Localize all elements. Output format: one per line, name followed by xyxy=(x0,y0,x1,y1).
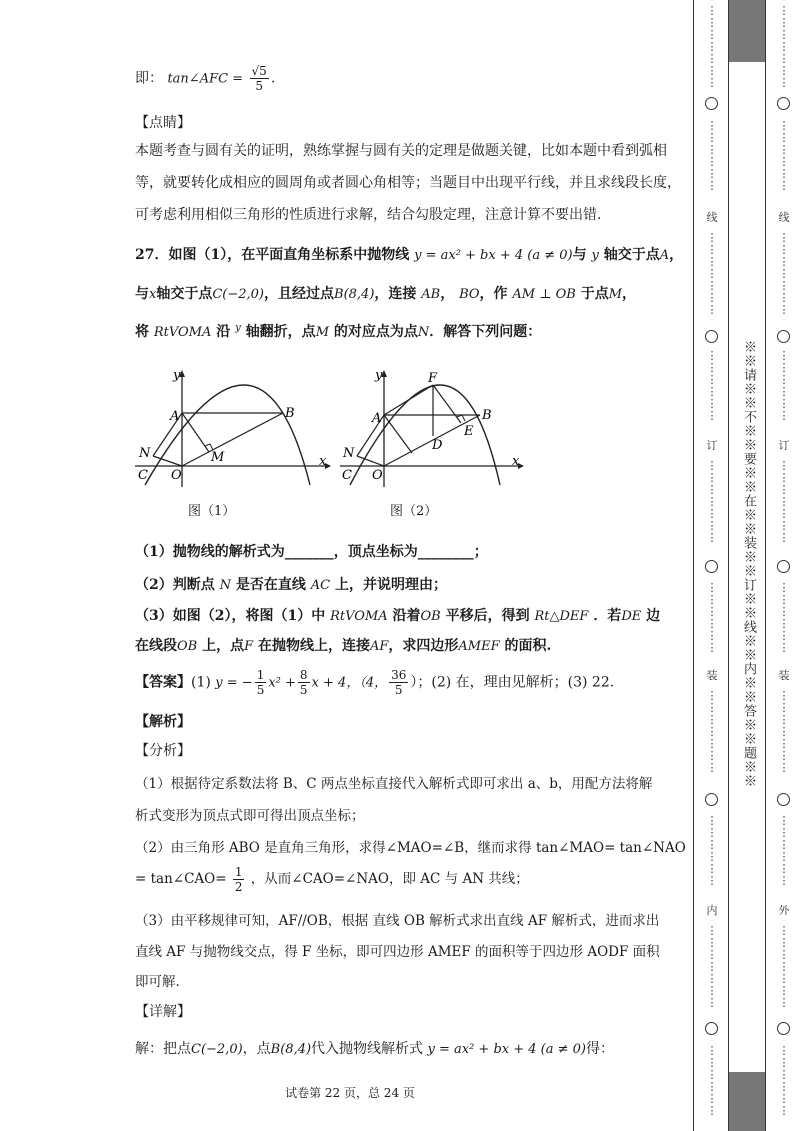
label-y: y xyxy=(173,368,181,383)
denominator: 2 xyxy=(234,880,243,894)
dots: ⋮ ⋮ ⋮ ⋮ ⋮ ⋮ xyxy=(706,349,718,422)
sub-question-3-line-2 xyxy=(135,635,551,655)
text: 将 xyxy=(135,324,149,340)
text: 的面积. xyxy=(504,638,552,654)
text: 是否在直线 xyxy=(235,577,306,593)
solution-first-line xyxy=(135,1038,614,1058)
label-x: x xyxy=(512,454,520,469)
label-f: F xyxy=(428,371,438,386)
denominator: 5 xyxy=(299,683,308,697)
circle-mark xyxy=(777,97,790,110)
denominator: 5 xyxy=(394,683,403,697)
label-a: A xyxy=(170,409,180,424)
denominator: 5 xyxy=(256,683,265,697)
text: ，从而∠CAO=∠NAO，即 AC 与 AN 共线； xyxy=(250,871,529,887)
dots: ⋮ ⋮ ⋮ ⋮ ⋮ ⋮ ⋮ xyxy=(778,689,790,774)
math-var: F xyxy=(244,639,254,654)
dots: ⋮ ⋮ ⋮ ⋮ ⋮ ⋮ xyxy=(778,581,790,654)
math-var: AF xyxy=(370,639,389,654)
text: 于点 xyxy=(580,286,609,302)
text: 代入抛物线解析式 xyxy=(311,1041,424,1057)
math-var: N xyxy=(417,325,430,340)
parabola xyxy=(145,385,310,485)
text: 上，点 xyxy=(202,638,245,654)
circle-mark xyxy=(705,97,718,110)
math-var: A xyxy=(659,248,670,263)
dots: ⋮ ⋮ ⋮ ⋮ ⋮ ⋮ ⋮ xyxy=(706,689,718,774)
segment-ob xyxy=(182,413,283,466)
math-expr: B(8,4) xyxy=(334,287,375,302)
dianjing-text-1: 本题考查与圆有关的证明，熟练掌握与圆有关的定理是做题关键，比如本题中看到弧相 xyxy=(135,143,667,159)
segment-am xyxy=(182,413,209,452)
answer-line xyxy=(135,668,614,697)
dots: ⋮ ⋮ ⋮ ⋮ ⋮ ⋮ xyxy=(778,814,790,887)
math-var: N xyxy=(219,578,231,593)
label-nei: 内 xyxy=(706,904,718,917)
math-expr: AM ⊥ OB xyxy=(512,287,576,302)
label-e: E xyxy=(464,424,474,439)
text: （1）抛物线的解析式为 xyxy=(135,544,285,560)
math-var: x xyxy=(149,287,157,302)
numerator: √5 xyxy=(251,64,267,78)
fraction xyxy=(389,668,408,697)
dianjing-text-2: 等，就要转化成相应的圆周角或者圆心角相等；当题目中出现平行线，并且求线段长度， xyxy=(135,175,681,191)
math-expr: y = ax² + bx + 4 (a ≠ 0) xyxy=(414,248,573,263)
label-o: O xyxy=(372,468,383,483)
math-var: OB xyxy=(177,639,198,654)
fenxi-p2b xyxy=(135,865,529,894)
math-expr: C(−2,0) xyxy=(212,287,265,302)
label-n: N xyxy=(343,446,355,461)
label-c: C xyxy=(138,468,148,483)
circle-mark xyxy=(777,1022,790,1035)
label-wai: 外 xyxy=(778,904,790,917)
text: （2）判断点 xyxy=(135,577,215,593)
fraction xyxy=(250,64,269,93)
figure-1-diagram xyxy=(135,365,335,490)
text: ）；(2) 在，理由见解析；(3) 22. xyxy=(410,674,615,691)
dots: ⋮ ⋮ ⋮ ⋮ ⋮ ⋮ xyxy=(778,1044,790,1117)
label-b: B xyxy=(482,408,492,423)
label-b: B xyxy=(285,406,295,421)
math-var: AB xyxy=(421,287,441,302)
dots: ⋮ ⋮ ⋮ ⋮ ⋮ ⋮ ⋮ xyxy=(706,924,718,1009)
no-answer-warning: ※※请※※不※※要※※在※※装※※订※※线※※内※※答※※题※※ xyxy=(741,340,756,788)
text: = tan∠CAO= xyxy=(135,871,227,887)
answer-heading: 【答案】 xyxy=(135,674,191,691)
dotted-cut-line-outer xyxy=(777,0,791,1131)
fenxi-heading: 【分析】 xyxy=(135,743,191,759)
dianjing-text-3: 可考虑利用相似三角形的性质进行求解，结合勾股定理，注意计算不要出错. xyxy=(135,207,602,223)
question-27-line-3 xyxy=(135,321,541,341)
label-ding: 订 xyxy=(778,439,790,452)
margin-border-left xyxy=(693,0,694,1131)
dots: ⋮ ⋮ ⋮ ⋮ ⋮ ⋮ ⋮ xyxy=(778,459,790,544)
sub-question-3-line-1 xyxy=(135,605,660,625)
margin-border-inner-2 xyxy=(765,0,766,1131)
math-var: AC xyxy=(310,578,331,593)
tan-result-line xyxy=(135,64,275,93)
label-zhuang: 装 xyxy=(778,669,790,682)
text: 解：把点 xyxy=(135,1041,191,1057)
dots: ⋮ ⋮ ⋮ ⋮ ⋮ ⋮ ⋮ xyxy=(706,459,718,544)
binding-margin xyxy=(693,0,800,1131)
sub-question-1 xyxy=(135,541,488,561)
text: 27．如图（1），在平面直角坐标系中抛物线 xyxy=(135,247,410,263)
text: ，且经过点 xyxy=(264,286,335,302)
text: 在线段 xyxy=(135,638,177,654)
numerator: 8 xyxy=(299,668,308,682)
label-o: O xyxy=(171,468,182,483)
label-xian: 线 xyxy=(778,211,790,224)
denominator: 5 xyxy=(255,79,263,93)
figure-2-caption: 图（2） xyxy=(390,504,438,519)
figure-1 xyxy=(135,365,335,494)
math-var: OB xyxy=(420,609,441,624)
label-x: x xyxy=(319,454,327,469)
numerator: 1 xyxy=(234,865,243,879)
text: ，顶点坐标为 xyxy=(333,544,418,560)
segment-am xyxy=(384,415,412,453)
text: 轴交于点 xyxy=(156,286,213,302)
text: （3）如图（2），将图（1）中 xyxy=(135,608,326,624)
label-d: D xyxy=(432,438,443,453)
dots: ⋮ ⋮ ⋮ ⋮ ⋮ ⋮ xyxy=(706,581,718,654)
text: 在抛物线上，连接 xyxy=(258,638,370,654)
fraction xyxy=(298,668,310,697)
answer-blank: ________ xyxy=(417,544,474,560)
xiangjie-heading: 【详解】 xyxy=(135,1004,191,1020)
figure-1-caption: 图（1） xyxy=(188,504,236,519)
dots: ⋮ ⋮ ⋮ ⋮ ⋮ ⋮ ⋮ xyxy=(778,924,790,1009)
text: ，连接 xyxy=(374,286,417,302)
numerator: 1 xyxy=(256,668,265,682)
circle-mark xyxy=(705,560,718,573)
fraction xyxy=(255,668,267,697)
math-expr: Rt△DEF xyxy=(534,609,589,624)
dots: ⋮ ⋮ ⋮ ⋮ ⋮ ⋮ ⋮ xyxy=(706,231,718,316)
text: 的对应点为点 xyxy=(333,324,418,340)
text: 沿着 xyxy=(392,608,421,624)
dots: ⋮ ⋮ ⋮ ⋮ ⋮ ⋮ ⋮ xyxy=(706,4,718,89)
fenxi-p3b: 直线 AF 与抛物线交点，得 F 坐标，即可四边形 AMEF 的面积等于四边形 AODF 面积 xyxy=(135,944,660,960)
dots: ⋮ ⋮ ⋮ ⋮ ⋮ ⋮ ⋮ xyxy=(778,4,790,89)
page-footer: 试卷第 22 页，总 24 页 xyxy=(285,1086,415,1100)
sub-question-2 xyxy=(135,574,447,594)
math-expr: C(−2,0) xyxy=(191,1042,243,1057)
math-expr: RtVOMA xyxy=(153,325,212,340)
fenxi-p3a: （3）由平移规律可知，AF//OB，根据 直线 OB 解析式求出直线 AF 解析式，进而求出 xyxy=(135,913,660,929)
math-expr: y = ax² + bx + 4 (a ≠ 0) xyxy=(427,1042,586,1057)
text: ，点 xyxy=(242,1041,271,1057)
circle-mark xyxy=(777,560,790,573)
text: (1) xyxy=(191,674,211,691)
numerator: 36 xyxy=(391,668,407,682)
text: 边 xyxy=(646,608,661,624)
math-var: y xyxy=(591,248,599,263)
figure-2 xyxy=(340,365,540,494)
dots: ⋮ ⋮ ⋮ ⋮ ⋮ ⋮ xyxy=(706,119,718,192)
text: 轴交于点 xyxy=(603,247,660,263)
circle-mark xyxy=(705,793,718,806)
circle-mark xyxy=(777,793,790,806)
dianjing-heading: 【点睛】 xyxy=(135,115,191,131)
label-n: N xyxy=(139,446,151,461)
fraction xyxy=(233,865,245,894)
math-expr: RtVOMA xyxy=(330,609,388,624)
label-zhuang: 装 xyxy=(706,669,718,682)
label-y: y xyxy=(375,368,383,383)
text: 沿 xyxy=(216,324,231,340)
math-expr: y = − xyxy=(215,675,253,691)
dots: ⋮ ⋮ ⋮ ⋮ ⋮ ⋮ xyxy=(706,814,718,887)
math-expr: x² + xyxy=(268,675,296,691)
label-a: A xyxy=(372,411,382,426)
dots: ⋮ ⋮ ⋮ ⋮ ⋮ ⋮ xyxy=(706,1044,718,1117)
text: ， xyxy=(440,286,455,302)
text: 得： xyxy=(586,1041,614,1057)
fenxi-p1a: （1）根据待定系数法将 B、C 两点坐标直接代入解析式即可求出 a、b，用配方法将解 xyxy=(135,776,653,792)
label-ding: 订 xyxy=(706,439,718,452)
question-27-line-1 xyxy=(135,244,683,264)
label-m: M xyxy=(211,450,225,465)
math-var: DE xyxy=(621,609,642,624)
fenxi-p3c: 即可解. xyxy=(135,974,180,990)
dots: ⋮ ⋮ ⋮ ⋮ ⋮ ⋮ ⋮ xyxy=(778,231,790,316)
text: 轴翻折，点 xyxy=(245,324,316,340)
text: ，作 xyxy=(479,286,508,302)
figure-2-diagram xyxy=(340,365,540,490)
gray-block-top xyxy=(729,0,765,62)
circle-mark xyxy=(705,1022,718,1035)
text: 与 xyxy=(572,247,587,263)
gray-block-bottom xyxy=(729,1072,765,1131)
label-c: C xyxy=(342,468,352,483)
math-expr: x + 4，（4， xyxy=(311,675,388,691)
text: 平移后，得到 xyxy=(445,608,530,624)
question-27-line-2 xyxy=(135,283,636,303)
math-expr: B(8,4) xyxy=(270,1042,312,1057)
answer-blank: _______ xyxy=(284,544,334,560)
math-var: y xyxy=(235,322,241,334)
text: 与 xyxy=(135,286,149,302)
math-var: M xyxy=(608,287,623,302)
fenxi-p1b: 析式变形为顶点式即可得出顶点坐标； xyxy=(135,808,365,824)
text: ； xyxy=(473,544,488,560)
math-var: M xyxy=(315,325,329,340)
circle-mark xyxy=(705,330,718,343)
dots: ⋮ ⋮ ⋮ ⋮ ⋮ ⋮ xyxy=(778,119,790,192)
math-var: AMEF xyxy=(458,639,500,654)
circle-mark xyxy=(777,330,790,343)
text: . xyxy=(270,70,276,87)
jiexi-heading: 【解析】 xyxy=(135,714,191,730)
dotted-cut-line-inner xyxy=(705,0,719,1131)
text: ， xyxy=(622,286,637,302)
text: ．若 xyxy=(593,608,622,624)
dots: ⋮ ⋮ ⋮ ⋮ ⋮ ⋮ xyxy=(778,349,790,422)
text: 即： xyxy=(135,70,163,87)
text: ， xyxy=(669,247,684,263)
label-xian: 线 xyxy=(706,211,718,224)
fenxi-p2a: （2）由三角形 ABO 是直角三角形，求得∠MAO=∠B，继而求得 tan∠MAO= tan∠NAO xyxy=(135,840,686,856)
math-expr: tan∠AFC = xyxy=(167,71,244,87)
text: ．解答下列问题： xyxy=(429,324,542,340)
text: ，求四边形 xyxy=(388,638,459,654)
segment-af xyxy=(384,385,433,415)
text: 上，并说明理由； xyxy=(334,577,447,593)
math-var: BO xyxy=(459,287,480,302)
margin-border-inner xyxy=(728,0,729,1131)
